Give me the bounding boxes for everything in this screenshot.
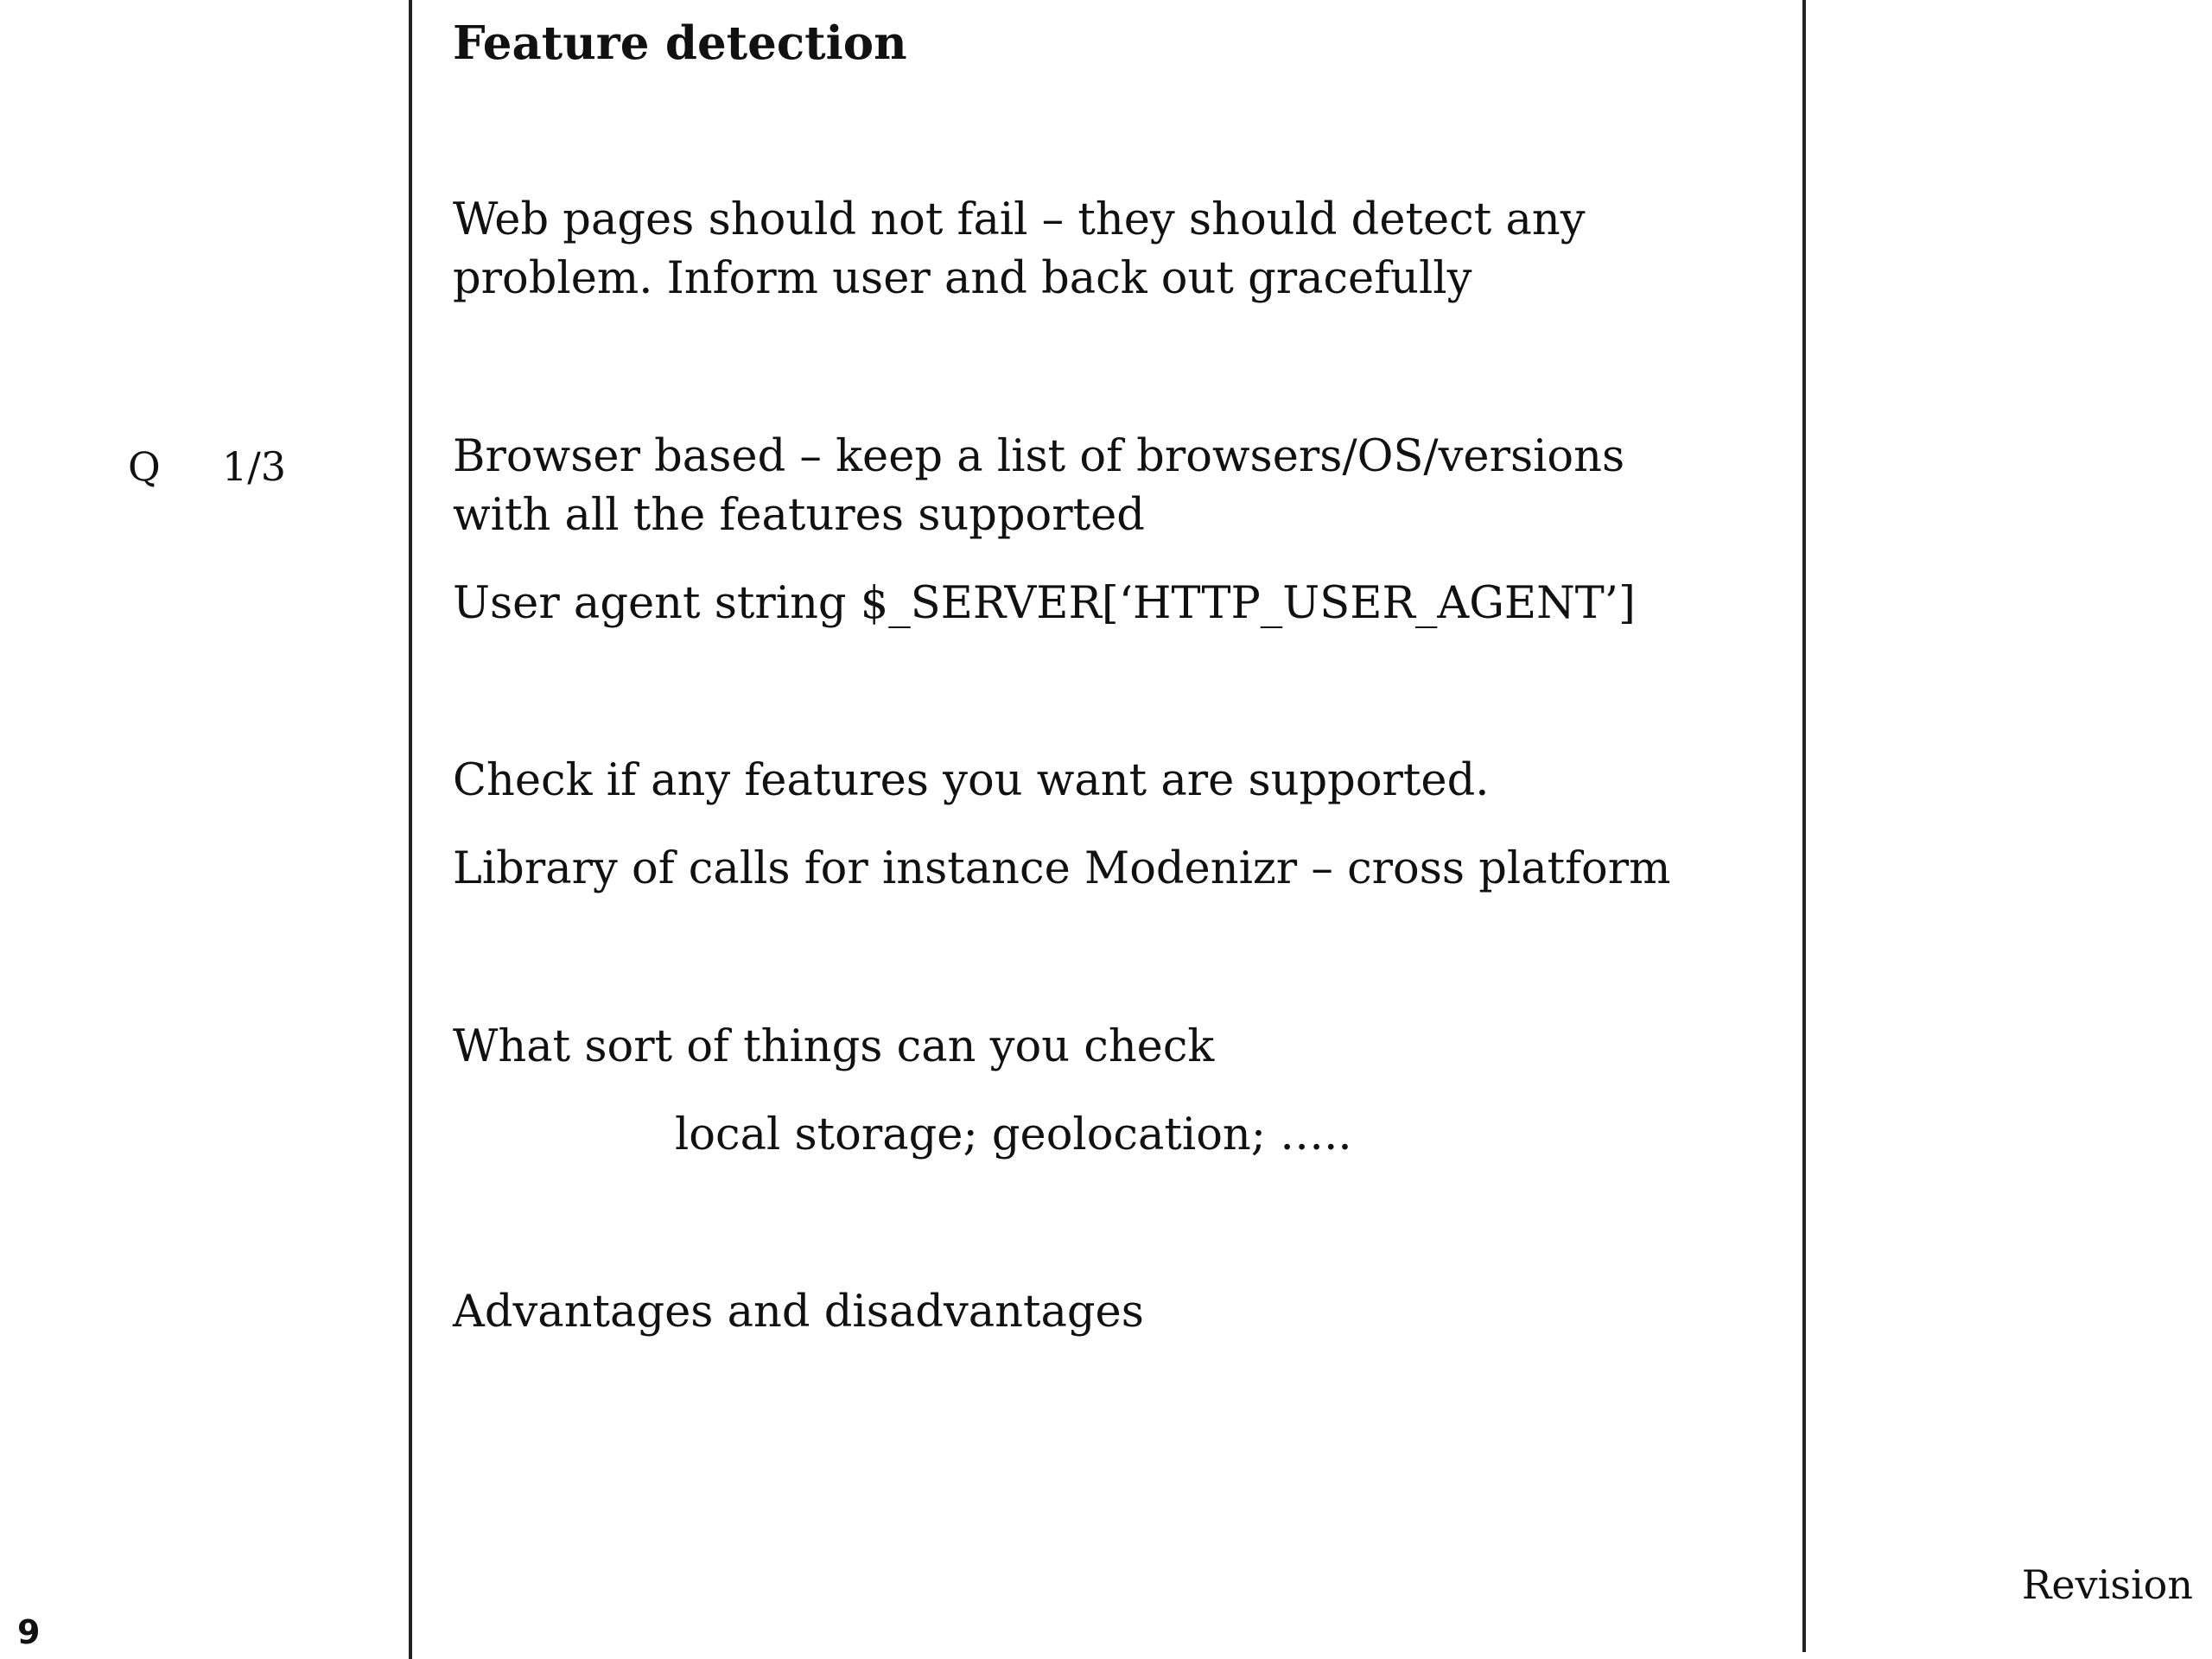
right-margin-rule <box>1802 0 1806 1652</box>
body-line-9: local storage; geolocation; ….. <box>675 1109 1352 1160</box>
left-margin-rule <box>409 0 412 1659</box>
body-line-7: Library of calls for instance Modenizr – cross platform <box>453 843 1671 894</box>
slide-title: Feature detection <box>453 16 907 70</box>
body-line-10: Advantages and disadvantages <box>453 1287 1144 1338</box>
page-number: 9 <box>17 1613 41 1651</box>
body-line-6: Check if any features you want are supported. <box>453 755 1490 806</box>
revision-label: Revision <box>2021 1561 2193 1608</box>
body-line-3: Browser based – keep a list of browsers/OS/versions <box>453 431 1625 482</box>
body-line-2: problem. Inform user and back out gracefully <box>453 253 1472 304</box>
body-line-8: What sort of things can you check <box>453 1021 1215 1072</box>
body-line-1: Web pages should not fail – they should detect any <box>453 194 1586 245</box>
body-line-5: User agent string $_SERVER[‘HTTP_USER_AGENT’] <box>453 578 1636 629</box>
question-label: Q <box>128 443 161 490</box>
body-line-4: with all the features supported <box>453 490 1145 541</box>
question-count: 1/3 <box>222 443 287 490</box>
